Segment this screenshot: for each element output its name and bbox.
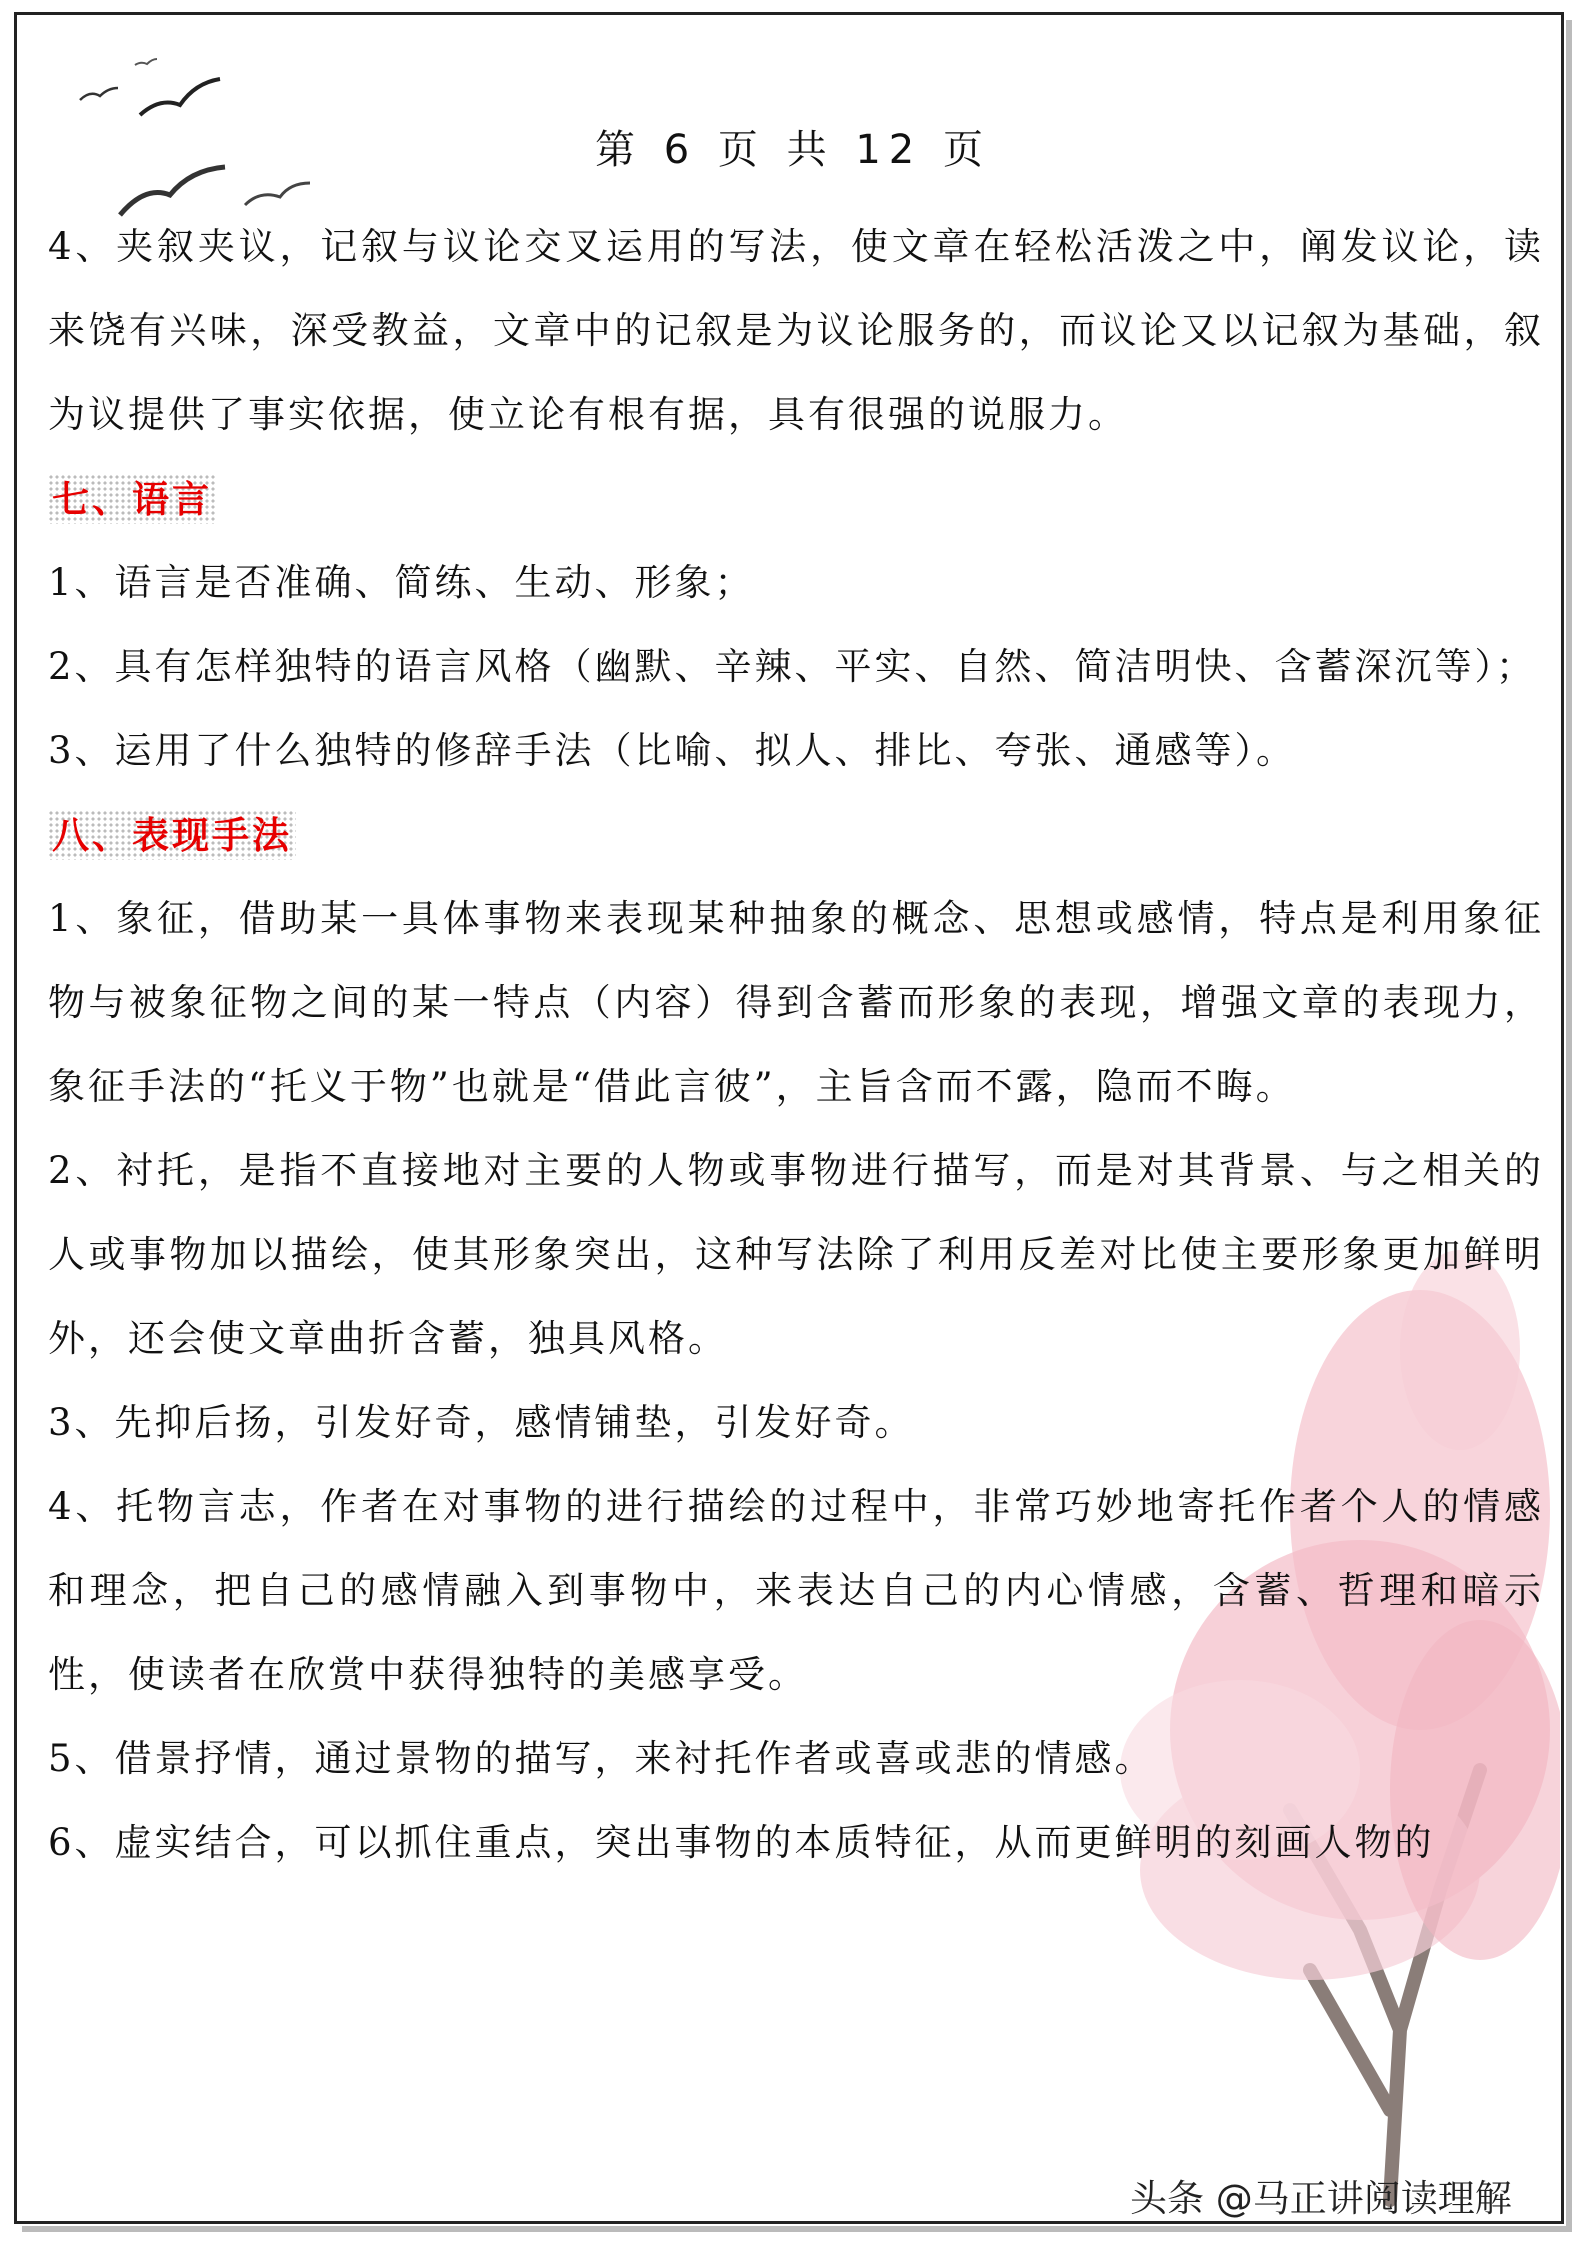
- list-item: 3、运用了什么独特的修辞手法（比喻、拟人、排比、夸张、通感等）。: [48, 729, 1297, 772]
- watermark: 头条 @马正讲阅读理解: [1130, 2177, 1512, 2220]
- list-item: 4、托物言志，作者在对事物的进行描绘的过程中，非常巧妙地寄托作者个人的情感和理念，把自己的感情融入到事物中，来表达自己的内心情感，含蓄、哲理和暗示性，使读者在欣赏中获得独特的美感享受。: [48, 1485, 1544, 1696]
- list-item: 2、具有怎样独特的语言风格（幽默、辛辣、平实、自然、简洁明快、含蓄深沉等）；: [48, 645, 1537, 688]
- paragraph-narration-argument: 4、夹叙夹议，记叙与议论交叉运用的写法，使文章在轻松活泼之中，阐发议论，读来饶有兴味，深受教益，文章中的记叙是为议论服务的，而议论又以记叙为基础，叙为议提供了事实依据，使立论有根有据，具有很强的说服力。: [48, 225, 1544, 436]
- section-heading-expression-techniques: 八、表现手法: [48, 810, 296, 860]
- list-item: 6、虚实结合，可以抓住重点，突出事物的本质特征，从而更鲜明的刻画人物的: [48, 1821, 1435, 1864]
- page-number: 第 6 页 共 12 页: [595, 127, 991, 173]
- list-item: 3、先抑后扬，引发好奇，感情铺垫，引发好奇。: [48, 1401, 915, 1444]
- list-item: 2、衬托，是指不直接地对主要的人物或事物进行描写，而是对其背景、与之相关的人或事物加以描绘，使其形象突出，这种写法除了利用反差对比使主要形象更加鲜明外，还会使文章曲折含蓄，独具风格。: [48, 1149, 1544, 1360]
- list-item: 5、借景抒情，通过景物的描写，来衬托作者或喜或悲的情感。: [48, 1737, 1155, 1780]
- document-content: [48, 205, 1544, 1885]
- list-item: 1、语言是否准确、简练、生动、形象；: [48, 561, 755, 604]
- list-item: 1、象征，借助某一具体事物来表现某种抽象的概念、思想或感情，特点是利用象征物与被象征物之间的某一特点（内容）得到含蓄而形象的表现，增强文章的表现力，象征手法的“托义于物”也就是“借此言彼”，主旨含而不露，隐而不晦。: [48, 897, 1544, 1108]
- section-heading-language: 七、语言: [48, 474, 216, 524]
